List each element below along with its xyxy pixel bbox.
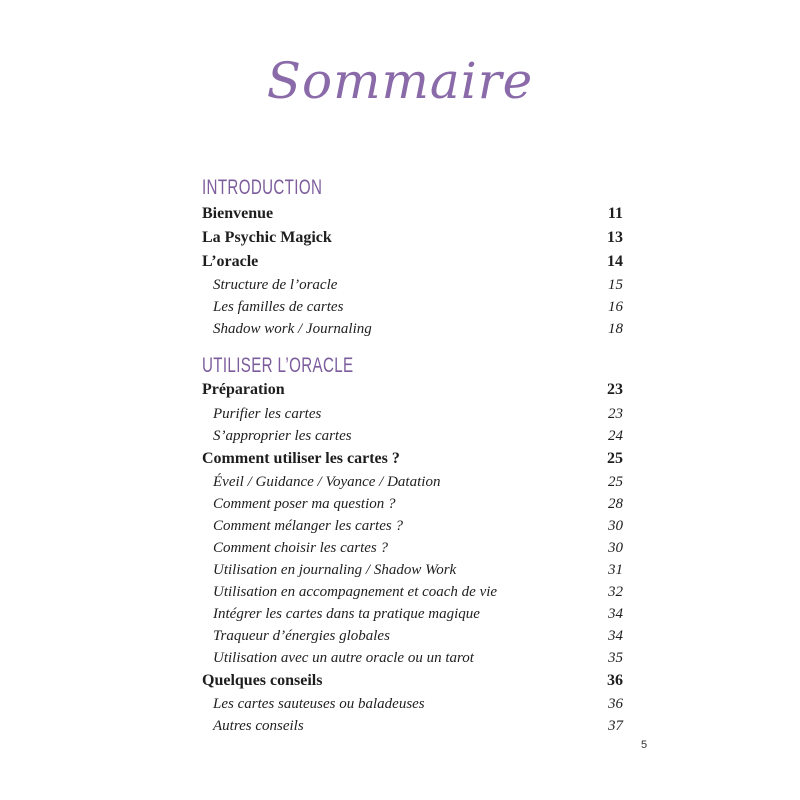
toc-entry-label: Quelques conseils	[202, 672, 323, 689]
toc-subentry[interactable]	[213, 584, 623, 606]
toc-subentry[interactable]	[213, 321, 623, 343]
toc-entry-page: 23	[607, 381, 623, 398]
toc-entry-label: Comment choisir les cartes ?	[213, 540, 388, 556]
toc-entry-label: Structure de l’oracle	[213, 277, 338, 293]
toc-entry-label: Traqueur d’énergies globales	[213, 628, 390, 644]
toc-entry-label: Préparation	[202, 381, 285, 398]
toc-subentry[interactable]	[213, 406, 623, 428]
toc-entry-page: 23	[608, 406, 623, 422]
toc-entry-label: Utilisation avec un autre oracle ou un tarot	[213, 650, 474, 666]
section-heading-introduction: INTRODUCTION	[202, 176, 323, 199]
toc-entry[interactable]	[202, 253, 623, 275]
toc-entry-label: Les cartes sauteuses ou baladeuses	[213, 696, 425, 712]
toc-entry-page: 18	[608, 321, 623, 337]
toc-entry-label: S’approprier les cartes	[213, 428, 352, 444]
toc-entry-label: Bienvenue	[202, 205, 274, 222]
toc-entry-page: 34	[608, 628, 623, 644]
toc-entry-label: Comment poser ma question ?	[213, 496, 396, 512]
toc-subentry[interactable]	[213, 428, 623, 450]
toc-subentry[interactable]	[213, 277, 623, 299]
toc-entry-page: 11	[607, 205, 623, 222]
toc-entry-page: 24	[608, 428, 623, 444]
toc-entry-label: Les familles de cartes	[213, 299, 344, 315]
toc-entry-label: Comment utiliser les cartes ?	[202, 450, 400, 467]
toc-subentry[interactable]	[213, 606, 623, 628]
toc-entry-page: 14	[607, 253, 623, 270]
toc-entry-label: Shadow work / Journaling	[213, 321, 372, 337]
toc-subentry[interactable]	[213, 474, 623, 496]
page-number: 5	[641, 739, 648, 751]
toc-subentry[interactable]	[213, 562, 623, 584]
toc-entry-page: 37	[608, 718, 623, 734]
toc-entry-page: 35	[608, 650, 623, 666]
toc-subentry[interactable]	[213, 628, 623, 650]
toc-entry[interactable]	[202, 672, 623, 694]
toc-entry[interactable]	[202, 381, 623, 403]
page-title: Sommaire	[266, 52, 534, 110]
toc-subentry[interactable]	[213, 299, 623, 321]
toc-entry[interactable]	[202, 205, 623, 227]
toc-entry-page: 28	[608, 496, 623, 512]
toc-entry-page: 15	[608, 277, 623, 293]
toc-entry-label: Autres conseils	[213, 718, 304, 734]
toc-entry-label: Intégrer les cartes dans ta pratique magique	[213, 606, 480, 622]
toc-subentry[interactable]	[213, 718, 623, 740]
toc-entry-page: 36	[608, 696, 623, 712]
section-heading-utiliser-oracle: UTILISER L’ORACLE	[202, 354, 354, 377]
toc-entry-page: 31	[608, 562, 623, 578]
toc-entry-label: Utilisation en accompagnement et coach de vie	[213, 584, 498, 600]
toc-entry-page: 16	[608, 299, 623, 315]
toc-entry[interactable]	[202, 229, 623, 251]
toc-subentry[interactable]	[213, 518, 623, 540]
toc-entry-label: La Psychic Magick	[202, 229, 332, 246]
toc-entry-page: 30	[608, 540, 623, 556]
toc-entry-label: Utilisation en journaling / Shadow Work	[213, 562, 457, 578]
toc-entry-page: 13	[607, 229, 623, 246]
toc-entry-page: 30	[608, 518, 623, 534]
toc-entry-label: Purifier les cartes	[213, 406, 322, 422]
toc-entry-label: L’oracle	[202, 253, 259, 270]
toc-subentry[interactable]	[213, 650, 623, 672]
toc-entry-label: Éveil / Guidance / Voyance / Datation	[213, 474, 441, 490]
toc-entry[interactable]	[202, 450, 623, 472]
toc-subentry[interactable]	[213, 540, 623, 562]
toc-entry-label: Comment mélanger les cartes ?	[213, 518, 403, 534]
toc-entry-page: 34	[608, 606, 623, 622]
toc-entry-page: 36	[607, 672, 623, 689]
toc-entry-page: 25	[608, 474, 623, 490]
toc-subentry[interactable]	[213, 696, 623, 718]
toc-subentry[interactable]	[213, 496, 623, 518]
toc-entry-page: 25	[607, 450, 623, 467]
toc-entry-page: 32	[608, 584, 623, 600]
